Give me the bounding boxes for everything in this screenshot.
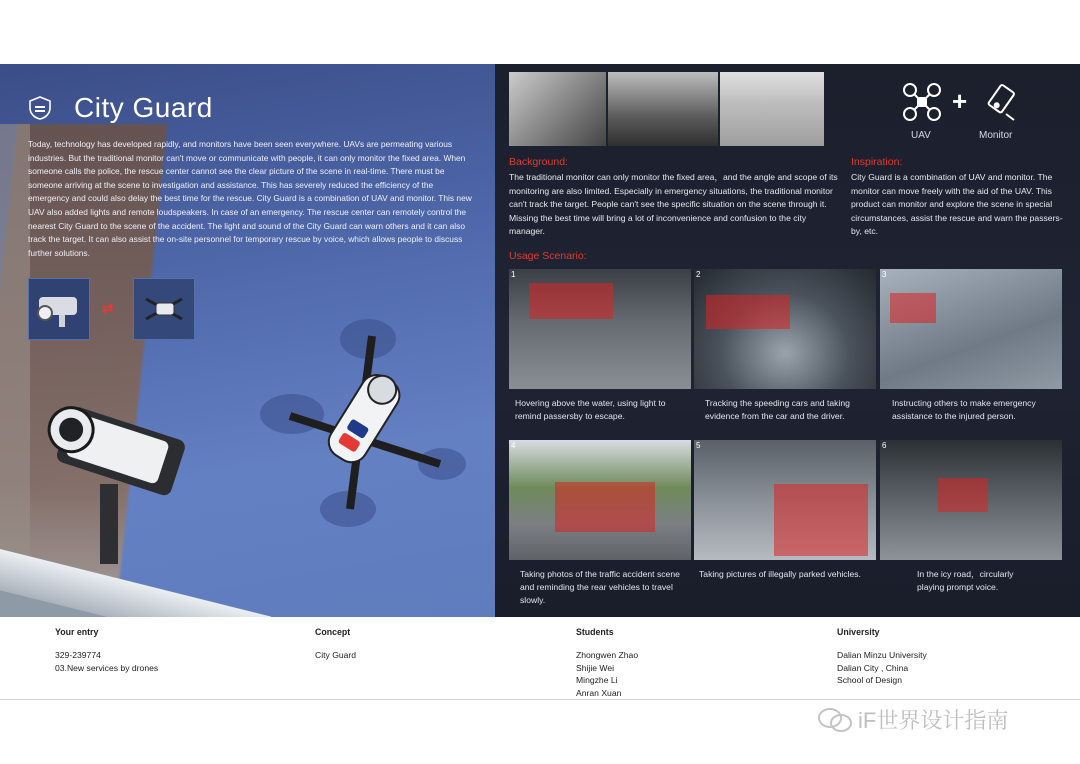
- monitor-thumbnail: [28, 278, 90, 340]
- scenario-number: 1: [511, 270, 516, 279]
- uav-icon: [902, 82, 942, 122]
- shield-logo-icon: [28, 96, 52, 120]
- students-column: [576, 627, 638, 699]
- student-name: Zhongwen Zhao: [576, 650, 639, 660]
- watermark-text: iF世界设计指南: [858, 708, 1009, 733]
- drone-highlight: [529, 283, 613, 319]
- inspiration-text: City Guard is a combination of UAV and monitor. The monitor can move freely with the aid of the UAV. This product can monitor and explore the scene in special circumstances, assist the rescue and warn the passers-by, etc.: [851, 172, 1063, 237]
- monitor-photo-strip: [509, 72, 824, 146]
- university-name: Dalian Minzu University: [837, 650, 927, 660]
- university-column: [837, 627, 927, 687]
- entry-id: 329-239774: [55, 650, 101, 660]
- your-entry-column: [55, 627, 158, 674]
- usage-heading: Usage Scenario:: [509, 250, 587, 262]
- intro-paragraph: Today, technology has developed rapidly, and monitors have been seen everywhere. UAVs are permeating various industries. But the traditional monitor can't move or communicate with people, it can only monitor the fixed area. When someone calls the police, the rescue center cannot see the clear picture of the scene in real-time. There must be someone arriving at the scene to investigation and assistance. This has severely reduced the efficiency of the emergency and could also delay the best time for the rescue. City Guard is a combination of UAV and monitor. This new UAV also added lights and remote loudspeakers. In case of an emergency. The rescue center can remotely control the nearest City Guard to the scene of the accident. The light and sound of the City Guard can warn others and it can also track the target. It can also assist the on-site personnel for temporary rescue by voice, which allows people to discuss further solutions.: [28, 139, 472, 258]
- drone-highlight: [555, 482, 655, 532]
- scenario-number: 4: [511, 441, 516, 450]
- concept-name: City Guard: [315, 650, 357, 660]
- inspiration-heading: Inspiration:: [851, 156, 903, 168]
- scenario-image-6: [880, 440, 1062, 560]
- student-name: Shijie Wei: [576, 662, 615, 673]
- entry-category: 03.New services by drones: [55, 662, 159, 673]
- drone-highlight: [774, 484, 868, 556]
- wechat-icon: [818, 707, 852, 733]
- scenario-caption-2: Tracking the speeding cars and taking evidence from the car and the driver.: [705, 398, 850, 421]
- scenario-image-1: [509, 269, 691, 389]
- scenario-number: 5: [696, 441, 701, 450]
- right-panel: [495, 64, 1080, 617]
- concept-column: [315, 627, 356, 662]
- drone-highlight: [706, 295, 790, 329]
- poster-board: [0, 64, 1080, 617]
- drone-highlight: [938, 478, 988, 512]
- scenario-number: 6: [882, 441, 887, 450]
- background-heading: Background:: [509, 156, 568, 168]
- drone-thumbnail-icon: [134, 279, 194, 339]
- scenario-number: 2: [696, 270, 701, 279]
- students-heading: Students: [576, 627, 614, 637]
- monitor-camera-illustration: [30, 394, 200, 564]
- university-school: School of Design: [837, 675, 902, 685]
- university-city: Dalian City , China: [837, 662, 909, 673]
- entry-info-footer: [0, 617, 1080, 701]
- drone-highlight: [890, 293, 936, 323]
- footer-divider: [0, 699, 1080, 700]
- student-name: Anran Xuan: [576, 687, 622, 698]
- scenario-number: 3: [882, 270, 887, 279]
- monitor-thumbnail-icon: [29, 279, 89, 339]
- background-text: The traditional monitor can only monitor the fixed area，and the angle and scope of its monitoring are also limited. Especially in emergency situations, the traditional monitor can't track the target. People can't see the specific situation on the scene through it. Missing the best time will bring a lot of inconvenience and confusion to the city manager.: [509, 172, 838, 237]
- monitor-label: Monitor: [979, 130, 1013, 141]
- drone-thumbnail: [133, 278, 195, 340]
- photo-crowd-street: [608, 72, 718, 146]
- concept-heading: Concept: [315, 627, 351, 637]
- student-name: Mingzhe Li: [576, 675, 618, 685]
- scenario-image-3: [880, 269, 1062, 389]
- your-entry-heading: Your entry: [55, 627, 99, 637]
- scenario-image-5: [694, 440, 876, 560]
- photo-cctv-cameras: [509, 72, 606, 146]
- scenario-caption-4: Taking photos of the traffic accident scene and reminding the rear vehicles to travel slowly.: [520, 569, 680, 605]
- scenario-image-4: [509, 440, 691, 560]
- photo-traffic-scene: [720, 72, 824, 146]
- scenario-caption-6: In the icy road，circularly playing prompt voice.: [917, 569, 1014, 592]
- swap-arrows-icon: ⇄: [102, 300, 114, 316]
- left-panel: [0, 64, 495, 617]
- scenario-caption-5: Taking pictures of illegally parked vehicles.: [699, 569, 861, 579]
- watermark: [818, 704, 1008, 735]
- plus-sign: +: [952, 86, 968, 116]
- scenario-caption-1: Hovering above the water, using light to remind passersby to escape.: [515, 398, 666, 421]
- page-title: City Guard: [74, 92, 213, 123]
- building-edge: [0, 124, 30, 617]
- scenario-image-2: [694, 269, 876, 389]
- scenario-caption-3: Instructing others to make emergency assistance to the injured person.: [892, 398, 1036, 421]
- university-heading: University: [837, 627, 880, 637]
- drone-illustration: [250, 304, 470, 534]
- uav-label: UAV: [911, 130, 931, 141]
- monitor-icon: [982, 82, 1016, 122]
